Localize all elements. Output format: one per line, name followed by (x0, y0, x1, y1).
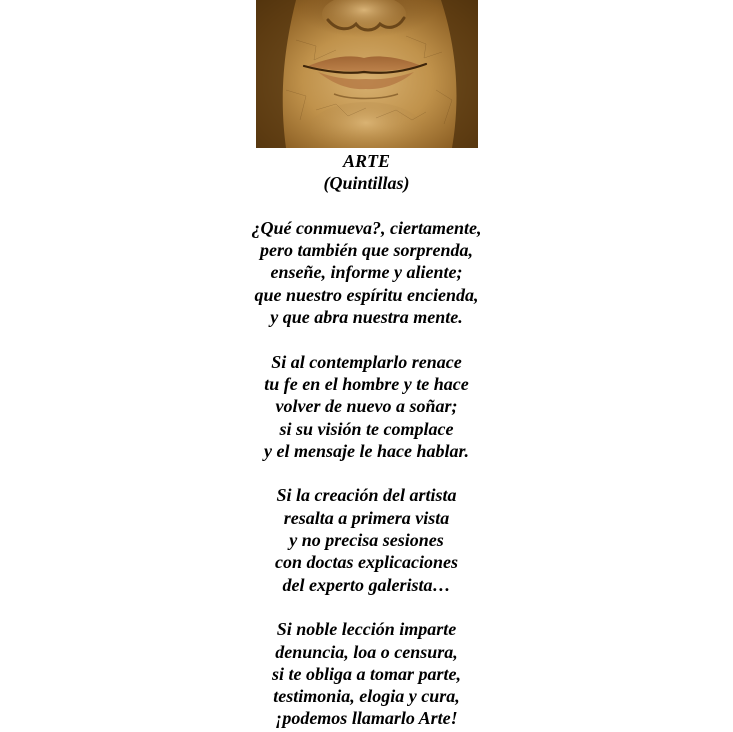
poem-line: denuncia, loa o censura, (275, 641, 458, 662)
stanza-4 (0, 618, 733, 729)
poem-line: tu fe en el hombre y te hace (264, 373, 469, 394)
poem-subtitle: (Quintillas) (323, 173, 410, 194)
poem-line: pero también que sorprenda, (259, 240, 473, 261)
poem (0, 150, 733, 730)
poem-line: que nuestro espíritu encienda, (254, 284, 479, 305)
poem-line: del experto galerista… (282, 574, 451, 595)
poem-line: Si noble lección imparte (276, 619, 457, 640)
poem-line: con doctas explicaciones (275, 552, 458, 573)
poem-line: ¿Qué conmueva?, ciertamente, (251, 217, 482, 238)
mona-lisa-smile-icon (256, 0, 478, 148)
poem-line: y que abra nuestra mente. (270, 307, 463, 328)
poem-line: y el mensaje le hace hablar. (264, 440, 469, 461)
poem-line: Si la creación del artista (276, 485, 457, 506)
stanza-3 (0, 484, 733, 595)
poem-line: volver de nuevo a soñar; (275, 396, 458, 417)
poem-line: si te obliga a tomar parte, (272, 663, 461, 684)
poem-line: si su visión te complace (279, 418, 454, 439)
stanza-2 (0, 351, 733, 462)
poem-line: enseñe, informe y aliente; (270, 262, 463, 283)
poem-line: y no precisa sesiones (289, 530, 444, 551)
stanza-1 (0, 217, 733, 328)
mona-lisa-smile-painting (256, 0, 478, 148)
poem-line: ¡podemos llamarlo Arte! (275, 708, 458, 729)
poem-line: testimonia, elogia y cura, (273, 686, 460, 707)
poem-line: resalta a primera vista (283, 507, 450, 528)
poem-line: Si al contemplarlo renace (271, 351, 462, 372)
poem-title: ARTE (342, 151, 390, 171)
